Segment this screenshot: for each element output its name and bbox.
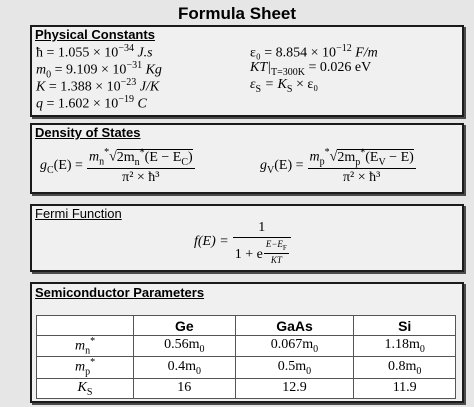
table-cell: $0.067m_0$ bbox=[235, 336, 354, 357]
semiconductor-parameters-title: Semiconductor Parameters bbox=[35, 285, 205, 300]
constant-boltzmann: $K = 1.388 \times 10^{-23}$ J/K bbox=[36, 77, 160, 95]
row-label: $K_S$ bbox=[37, 378, 134, 398]
density-of-states-title: Density of States bbox=[35, 125, 141, 140]
table-header-cell: Si bbox=[354, 316, 456, 336]
table-cell: $0.8m_0$ bbox=[354, 357, 456, 378]
table-row bbox=[37, 357, 456, 378]
semiconductor-parameters-panel bbox=[30, 282, 464, 403]
fermi-function-equation: f(E) = 1 1 + e $\frac{E-E_F}{KT}$ bbox=[194, 220, 291, 265]
physical-constants-title: Physical Constants bbox=[35, 27, 155, 42]
table-row bbox=[37, 336, 456, 357]
table-cell: $1.18m_0$ bbox=[354, 336, 456, 357]
fermi-function-title: Fermi Function bbox=[35, 206, 122, 221]
conduction-dos-equation: $g_C(E)$ = $\frac{m_n^*√2m_n^*(E - E_C)}{\text{π² × ħ³}}$ bbox=[40, 147, 193, 186]
constant-electron-mass: $m_0 = 9.109 \times 10^{-31}$ Kg bbox=[36, 60, 162, 81]
constant-permittivity: $\varepsilon_0 = 8.854 \times 10^{-12}$ F/m bbox=[250, 43, 378, 61]
constant-charge: $q = 1.602 \times 10^{-19}$ C bbox=[36, 94, 147, 112]
table-header-row bbox=[37, 316, 456, 336]
table-cell: 12.9 bbox=[235, 378, 354, 398]
page-title: Formula Sheet bbox=[177, 4, 297, 23]
table-cell: $0.4m_0$ bbox=[134, 357, 236, 378]
row-label: $m_p^*$ bbox=[37, 357, 134, 378]
table-header-cell: Ge bbox=[134, 316, 236, 336]
table-cell: 16 bbox=[134, 378, 236, 398]
physical-constants-panel bbox=[30, 25, 464, 117]
constant-thermal-energy: $KT|_{T=300K} = 0.026$ eV bbox=[250, 60, 372, 78]
constant-semiconductor-permittivity: $\varepsilon_S = K_S \times \varepsilon_0$ bbox=[250, 77, 319, 95]
row-label: $m_n^*$ bbox=[37, 336, 134, 357]
table-cell: $0.56m_0$ bbox=[134, 336, 236, 357]
constant-hbar: ħ = $1.055 \times 10^{-34}$ J.s bbox=[36, 43, 153, 61]
parameters-table bbox=[36, 315, 456, 399]
table-header-cell: GaAs bbox=[235, 316, 354, 336]
table-header-cell bbox=[37, 316, 134, 336]
table-cell: $0.5m_0$ bbox=[235, 357, 354, 378]
fermi-function-panel bbox=[30, 204, 464, 272]
density-of-states-panel bbox=[30, 123, 464, 194]
table-cell: 11.9 bbox=[354, 378, 456, 398]
table-row bbox=[37, 378, 456, 398]
valence-dos-equation: $g_V(E)$ = $\frac{m_p^*√2m_p^*(E_V - E)}{\text{π² × ħ³}}$ bbox=[260, 147, 414, 186]
